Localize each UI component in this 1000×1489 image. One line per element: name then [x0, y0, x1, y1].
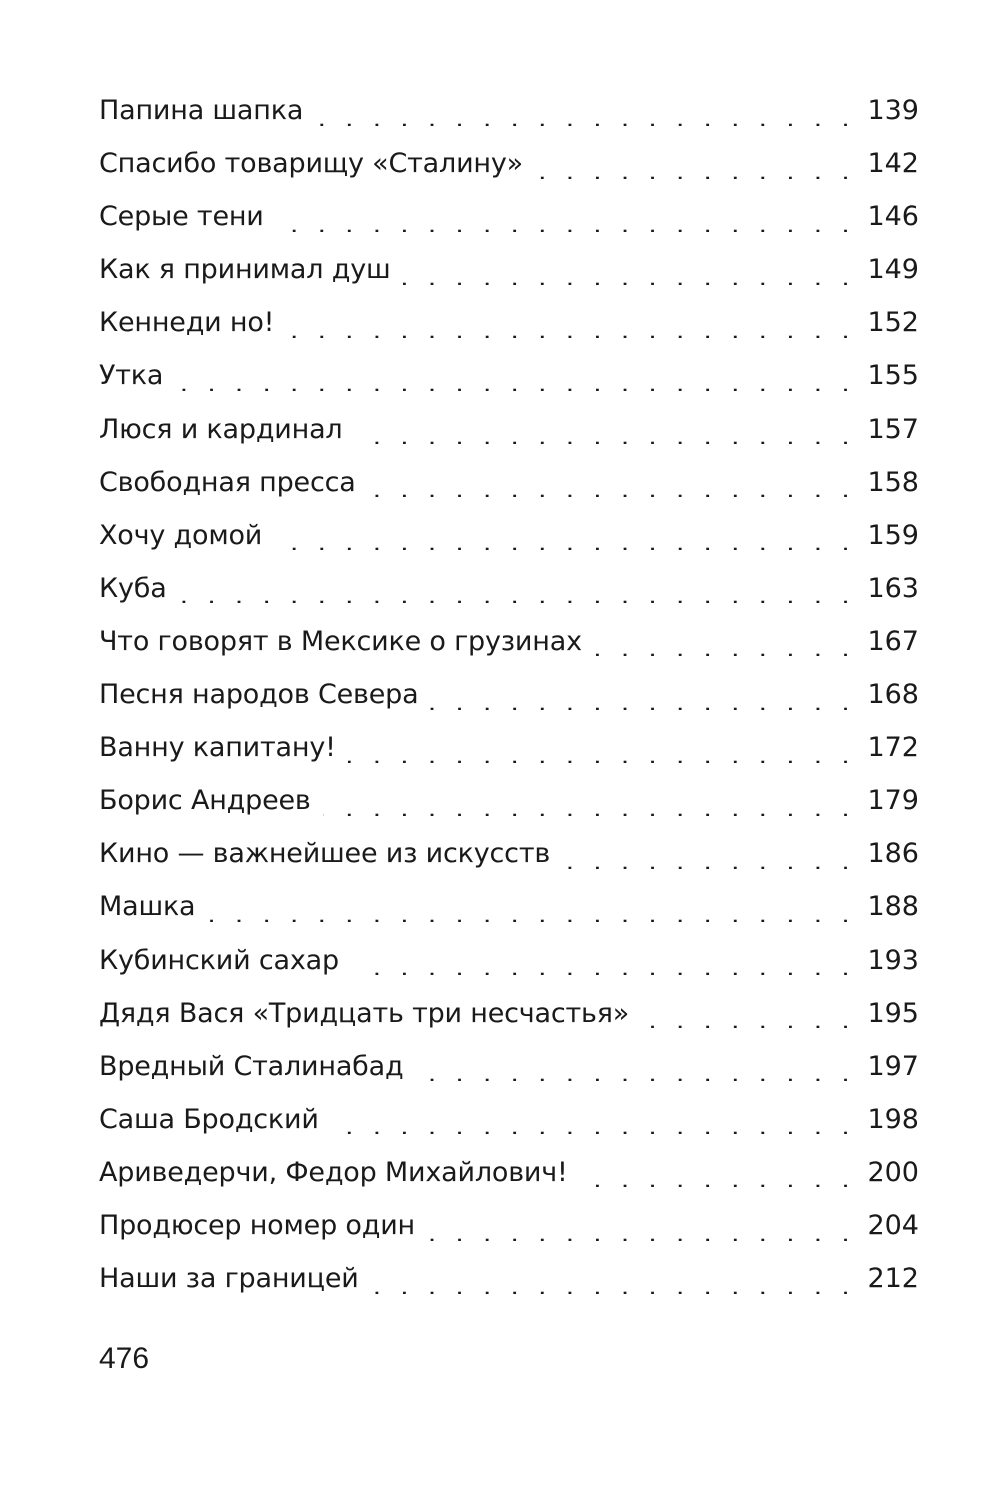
toc-entry-title: Куба — [99, 572, 167, 604]
dot-leader — [207, 892, 855, 922]
toc-entry-page: 158 — [867, 466, 919, 498]
toc-entry — [99, 403, 919, 456]
toc-entry-page: 172 — [867, 732, 919, 764]
toc-entry-page: 146 — [867, 201, 919, 233]
dot-leader — [323, 786, 855, 816]
dot-leader — [315, 96, 855, 126]
toc-entry-title: Спасибо товарищу «Сталину» — [99, 148, 523, 180]
toc-entry — [99, 456, 919, 509]
toc-entry-title: Что говорят в Мексике о грузинах — [99, 625, 582, 657]
toc-entry-title: Свободная пресса — [99, 466, 356, 498]
toc-entry-title: Как я принимал душ — [99, 254, 391, 286]
toc-entry — [99, 1093, 919, 1146]
toc-entry — [99, 243, 919, 296]
toc-entry — [99, 296, 919, 349]
toc-entry-page: 155 — [867, 360, 919, 392]
toc-entry-title: Вредный Сталинабад — [99, 1050, 404, 1082]
toc-entry-page: 179 — [867, 785, 919, 817]
toc-entry-page: 195 — [867, 997, 919, 1029]
toc-entry — [99, 349, 919, 402]
toc-entry-title: Люся и кардинал — [99, 413, 343, 445]
toc-entry-page: 142 — [867, 148, 919, 180]
toc-entry-title: Кино — важнейшее из искусств — [99, 838, 551, 870]
toc-entry-page: 186 — [867, 838, 919, 870]
toc-entry — [99, 987, 919, 1040]
toc-entry-page: 167 — [867, 625, 919, 657]
toc-entry-title: Машка — [99, 891, 196, 923]
toc-entry-page: 198 — [867, 1103, 919, 1135]
dot-leader — [331, 1104, 855, 1134]
dot-leader — [355, 414, 856, 444]
toc-entry — [99, 1040, 919, 1093]
toc-entry — [99, 137, 919, 190]
toc-entry — [99, 562, 919, 615]
dot-leader — [371, 1264, 855, 1294]
toc-entry — [99, 1252, 919, 1305]
toc-entry-page: 157 — [867, 413, 919, 445]
toc-entry — [99, 190, 919, 243]
toc-entry — [99, 827, 919, 880]
dot-leader — [594, 626, 855, 656]
toc-entry-title: Ванну капитану! — [99, 732, 336, 764]
toc-entry-page: 212 — [867, 1263, 919, 1295]
dot-leader — [430, 680, 855, 710]
toc-entry-title: Ариведерчи, Федор Михайлович! — [99, 1156, 568, 1188]
toc-entry-page: 152 — [867, 307, 919, 339]
toc-entry-page: 200 — [867, 1156, 919, 1188]
toc-entry-page: 188 — [867, 891, 919, 923]
toc-entry-title: Продюсер номер один — [99, 1209, 415, 1241]
dot-leader — [402, 255, 855, 285]
toc-entry — [99, 934, 919, 987]
toc-entry-title: Дядя Вася «Тридцать три несчастья» — [99, 997, 630, 1029]
toc-entry — [99, 615, 919, 668]
dot-leader — [274, 520, 855, 550]
dot-leader — [351, 945, 855, 975]
toc-entry — [99, 1199, 919, 1252]
toc-entry-title: Кубинский сахар — [99, 944, 339, 976]
toc-entry-title: Серые тени — [99, 201, 264, 233]
toc-entry-title: Песня народов Севера — [99, 679, 419, 711]
dot-leader — [641, 998, 855, 1028]
toc-entry — [99, 668, 919, 721]
dot-leader — [535, 149, 855, 179]
toc-entry-title: Утка — [99, 360, 164, 392]
page-number: 476 — [99, 1342, 150, 1375]
toc-entry — [99, 774, 919, 827]
toc-entry-title: Папина шапка — [99, 95, 304, 126]
dot-leader — [415, 1051, 855, 1081]
dot-leader — [348, 733, 855, 763]
toc-entry-title: Наши за границей — [99, 1263, 359, 1295]
toc-entry — [99, 509, 919, 562]
toc-entry-title: Борис Андреев — [99, 785, 311, 817]
toc-entry — [99, 880, 919, 933]
dot-leader — [179, 573, 855, 603]
toc-entry-page: 204 — [867, 1209, 919, 1241]
toc-entry-page: 193 — [867, 944, 919, 976]
dot-leader — [562, 839, 855, 869]
toc-entry-page: 168 — [867, 679, 919, 711]
toc-entry — [99, 721, 919, 774]
dot-leader — [276, 202, 855, 232]
dot-leader — [580, 1157, 855, 1187]
toc-entry-page: 149 — [867, 254, 919, 286]
toc-entry-title: Хочу домой — [99, 519, 263, 551]
dot-leader — [368, 467, 855, 497]
toc-entry — [99, 84, 919, 137]
toc-entry-page: 159 — [867, 519, 919, 551]
toc-entry-page: 197 — [867, 1050, 919, 1082]
dot-leader — [286, 308, 855, 338]
toc-entry-page: 163 — [867, 572, 919, 604]
toc-entry-page: 139 — [867, 95, 919, 126]
toc-entry-title: Саша Бродский — [99, 1103, 319, 1135]
table-of-contents — [99, 84, 919, 1305]
toc-entry-title: Кеннеди но! — [99, 307, 275, 339]
dot-leader — [175, 361, 855, 391]
dot-leader — [427, 1211, 855, 1241]
toc-entry — [99, 1146, 919, 1199]
